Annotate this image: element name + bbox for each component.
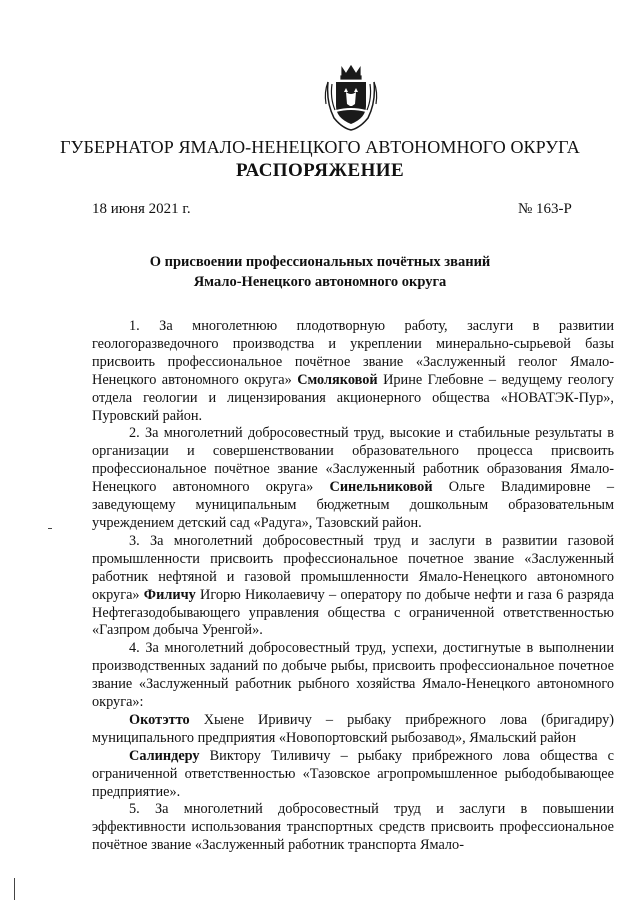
document-number: № 163-Р (518, 201, 572, 217)
awardee-surname: Смоляковой (297, 371, 378, 388)
paragraph (92, 712, 614, 748)
paragraph-text: 3. За многолетний добросовестный труд и заслуги в развитии газовой промышленности присвоить профессиональное почетное звание «Заслуженный работник нефтяной и газовой промышленности Ямало-Ненецкого автономного округа» (92, 532, 614, 603)
scan-margin-mark (48, 528, 52, 529)
awardee-surname: Салиндеру (129, 747, 200, 764)
awardee-surname: Филичу (143, 586, 196, 603)
document-type: РАСПОРЯЖЕНИЕ (235, 160, 405, 181)
document-date: 18 июня 2021 г. (92, 201, 191, 217)
subject-line: Ямало-Ненецкого автономного округа (193, 274, 447, 290)
paragraph-text: 1. За многолетнюю плодотворную работу, заслуги в развитии геологоразведочного производства и укреплении минерально-сырьевой базы присвоить профессиональное почётное звание «Заслуженный геолог Ямало-Ненецкого автономного округа» (92, 318, 614, 388)
paragraph-text: 2. За многолетний добросовестный труд, высокие и стабильные результаты в организации и совершенствовании образовательного процесса присвоить профессиональное почётное звание «Заслуженный работник образования Ямало-Ненецкого автономного округа» (92, 425, 614, 496)
paragraph (92, 640, 614, 712)
awardee-surname: Окотэтто (129, 711, 190, 728)
governor-title: ГУБЕРНАТОР ЯМАЛО-НЕНЕЦКОГО АВТОНОМНОГО ОКРУГА (60, 137, 580, 157)
paragraph (92, 801, 614, 855)
paragraph (92, 748, 614, 802)
paragraph-text: 4. За многолетний добросовестный труд, успехи, достигнутые в выполнении производственных заданий по добыче рыбы, присвоить профессиональное почетное звание «Заслуженный работник рыбного хозяйства Ямало-Ненецкого автономного округа»: (92, 640, 614, 711)
paragraph-text: 5. За многолетний добросовестный труд и заслуги в повышении эффективности использования транспортных средств присвоить профессиональное почётное звание «Заслуженный работник транспорта Ямало- (92, 801, 614, 854)
paragraph (92, 533, 614, 640)
paragraph-text: Хыене Иривичу – рыбаку прибрежного лова (бригадиру) муниципального предприятия «Новопортовский рыбозавод», Ямальский район (92, 711, 614, 746)
paragraph-text: Игорю Николаевичу – оператору по добыче нефти и газа 6 разряда Нефтегазодобывающего управления общества с ограниченной ответственностью «Газпром добыча Уренгой». (92, 586, 615, 639)
paragraph (92, 425, 614, 532)
document-body (92, 318, 614, 855)
coat-of-arms-icon (322, 62, 380, 132)
paragraph-text: Ирине Глебовне – ведущему геологу отдела геологии и лицензирования акционерного общества «НОВАТЭК-Пур», Пуровский район. (92, 371, 614, 424)
paragraph-text: Виктору Тиливичу – рыбаку прибрежного лова общества с ограниченной ответственностью «Тазовское агропромышленное рыбодобывающее предприятие». (92, 747, 614, 800)
paragraph (92, 318, 614, 425)
document-subject (60, 252, 580, 292)
paragraph-text: Ольге Владимировне – заведующему муниципальным бюджетным дошкольным образовательным учреждением детский сад «Радуга», Тазовский район. (92, 479, 615, 531)
awardee-surname: Синельниковой (329, 479, 433, 496)
scan-margin-mark (14, 878, 15, 900)
subject-line: О присвоении профессиональных почётных званий (149, 254, 491, 270)
